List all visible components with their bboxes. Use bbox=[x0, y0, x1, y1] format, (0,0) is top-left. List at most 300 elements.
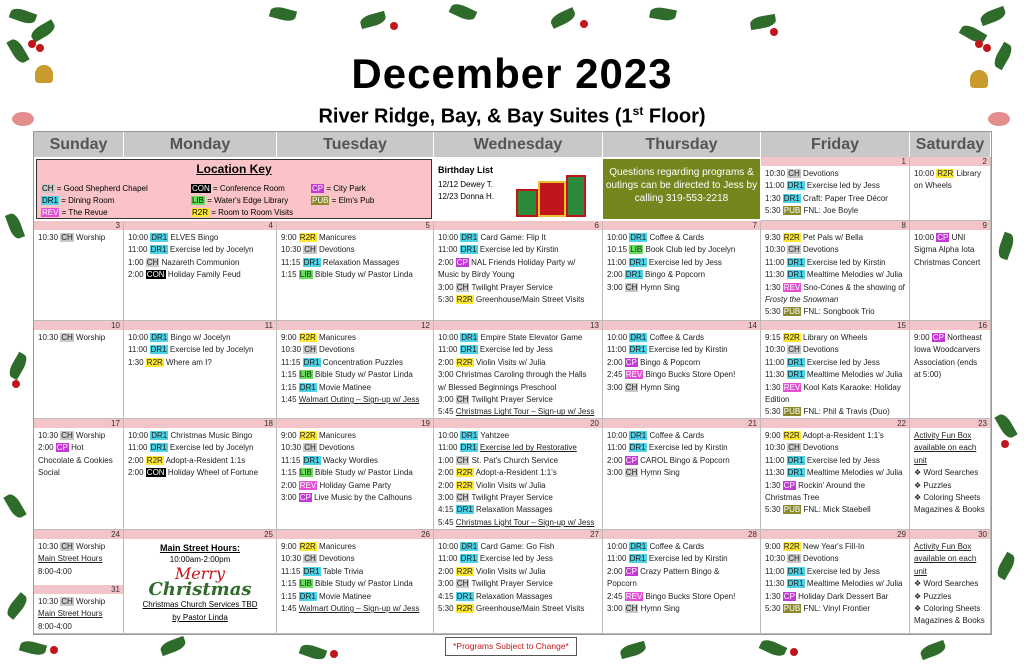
event-title: Twilight Prayer Service bbox=[471, 395, 553, 405]
location-tag: CP bbox=[312, 184, 324, 193]
event-title: Where am I? bbox=[166, 357, 212, 367]
location-tag: R2R bbox=[456, 566, 473, 576]
event-time: 1:00 bbox=[128, 257, 146, 267]
event-item bbox=[434, 257, 602, 269]
location-tag: CH bbox=[788, 345, 800, 355]
event-title: Holiday Dark Dessert Bar bbox=[798, 591, 889, 601]
event-title: Devotions bbox=[319, 245, 355, 255]
church-services-note: Christmas Church Services TBD bbox=[142, 600, 258, 609]
event-item bbox=[761, 332, 909, 344]
day-number: 26 bbox=[277, 530, 433, 539]
location-tag: DR1 bbox=[151, 233, 168, 242]
event-time: 9:00 bbox=[281, 431, 299, 440]
location-tag: CP bbox=[783, 591, 795, 601]
event-title: Exercise led by Restorative bbox=[479, 443, 577, 453]
event-title: Sno-Cones & the showing of bbox=[803, 282, 905, 292]
event-time: 3:00 bbox=[607, 468, 625, 478]
event-item bbox=[34, 232, 123, 244]
event-item bbox=[434, 517, 602, 529]
event-title: Bible Study w/ Pastor Linda bbox=[315, 468, 413, 478]
event-title: Exercise led by Kirstin bbox=[479, 245, 559, 255]
location-tag: R2R bbox=[456, 295, 473, 305]
event-time: 1:15 bbox=[281, 370, 299, 380]
event-item bbox=[761, 193, 909, 205]
location-tag: DR1 bbox=[787, 370, 804, 380]
location-tag: CH bbox=[304, 345, 316, 355]
event-item bbox=[910, 180, 990, 192]
event-item bbox=[277, 492, 433, 504]
event-title: Bible Study w/ Pastor Linda bbox=[315, 370, 413, 380]
event-time: 3:00 bbox=[607, 604, 625, 614]
event-title: Christmas Light Tour – Sign-up w/ Jess bbox=[455, 517, 595, 527]
event-time: 11:30 bbox=[765, 370, 787, 380]
location-tag: DR1 bbox=[150, 245, 167, 255]
location-tag: DR1 bbox=[629, 257, 646, 267]
day-number: 31 bbox=[34, 585, 123, 594]
event-title: Movie Matinee bbox=[319, 591, 372, 601]
location-tag: R2R bbox=[299, 542, 316, 551]
event-title: Twilight Prayer Service bbox=[471, 282, 553, 292]
location-tag: REV bbox=[625, 370, 643, 380]
event-time: 10:30 bbox=[38, 333, 61, 342]
event-item bbox=[124, 442, 276, 454]
event-item bbox=[910, 553, 990, 565]
location-tag: DR1 bbox=[42, 196, 59, 205]
event-time: 1:30 bbox=[765, 591, 783, 601]
event-item bbox=[603, 553, 760, 565]
event-title: Devotions bbox=[319, 443, 355, 453]
event-title: Exercise led by Jocelyn bbox=[169, 245, 254, 255]
location-key-item bbox=[41, 184, 148, 193]
subtitle-superscript: st bbox=[632, 104, 644, 118]
location-tag: DR1 bbox=[456, 505, 473, 515]
event-title: Holiday Game Party bbox=[319, 480, 392, 490]
location-tag: CH bbox=[61, 333, 73, 342]
event-item bbox=[761, 406, 909, 418]
location-tag: DR1 bbox=[630, 233, 647, 242]
event-title: Exercise led by Kirstin bbox=[648, 554, 728, 564]
event-title: unit bbox=[914, 566, 927, 576]
event-title: 8:00-4:00 bbox=[38, 621, 72, 631]
event-time: 5:30 bbox=[438, 604, 456, 614]
event-title: Worship bbox=[76, 333, 106, 342]
calendar-day-2 bbox=[910, 157, 991, 221]
event-title: Concentration Puzzles bbox=[322, 357, 403, 367]
event-time: 11:30 bbox=[765, 579, 787, 589]
event-title: Twilight Prayer Service bbox=[471, 579, 553, 589]
event-item bbox=[603, 467, 760, 479]
location-tag: CON bbox=[192, 184, 210, 193]
event-time: 11:00 bbox=[438, 345, 460, 355]
location-tag: DR1 bbox=[303, 455, 320, 465]
location-tag: CH bbox=[304, 245, 316, 255]
event-title: Live Music by the Calhouns bbox=[314, 493, 412, 503]
location-key-title: Location Key bbox=[196, 162, 272, 176]
event-title: Holiday Wheel of Fortune bbox=[167, 468, 259, 478]
event-item bbox=[910, 591, 990, 603]
location-key-item bbox=[311, 184, 366, 193]
event-item bbox=[434, 357, 602, 369]
day-number: 11 bbox=[124, 321, 276, 330]
holly-decoration-top-center bbox=[250, 0, 810, 45]
event-title: Magazines & Books bbox=[914, 505, 985, 515]
event-title: Hymn Sing bbox=[640, 382, 680, 392]
event-time: 11:00 bbox=[607, 554, 629, 564]
event-item bbox=[910, 455, 990, 467]
location-tag: R2R bbox=[783, 431, 800, 440]
location-tag: DR1 bbox=[787, 270, 804, 280]
event-time: 10:15 bbox=[607, 245, 630, 255]
event-title: Exercise led by Jocelyn bbox=[169, 345, 254, 355]
calendar-day-24 bbox=[34, 530, 124, 634]
event-item bbox=[603, 332, 760, 344]
calendar-day-17 bbox=[34, 419, 124, 530]
day-number: 30 bbox=[910, 530, 990, 539]
event-time: 9:00 bbox=[765, 431, 783, 440]
event-time: 4:15 bbox=[438, 505, 456, 515]
event-time: 3:00 bbox=[438, 493, 456, 503]
event-time: 1:15 bbox=[281, 579, 299, 589]
event-time: 10:30 bbox=[765, 245, 788, 255]
event-time: 11:00 bbox=[128, 245, 150, 255]
location-tag: R2R bbox=[783, 233, 800, 242]
event-item bbox=[910, 344, 990, 356]
calendar-day-16 bbox=[910, 321, 991, 419]
location-tag: DR1 bbox=[787, 566, 804, 576]
event-time: 2:00 bbox=[128, 468, 146, 478]
event-item bbox=[34, 596, 123, 608]
event-item bbox=[761, 591, 909, 603]
event-item bbox=[603, 603, 760, 615]
day-number: 29 bbox=[761, 530, 909, 539]
location-tag: REV bbox=[299, 480, 317, 490]
event-title: Christmas Light Tour – Sign-up w/ Jess bbox=[455, 407, 595, 417]
day-number: 17 bbox=[34, 419, 123, 428]
location-tag: CP bbox=[625, 357, 637, 367]
location-label: = Dining Room bbox=[59, 196, 115, 205]
event-time: 10:00 bbox=[607, 542, 630, 551]
event-title: Main Street Hours bbox=[38, 554, 103, 564]
event-time: 2:00 bbox=[607, 455, 625, 465]
calendar-day-9 bbox=[910, 221, 991, 321]
event-item bbox=[761, 294, 909, 306]
location-tag: CH bbox=[788, 554, 800, 564]
event-time: 11:00 bbox=[765, 257, 787, 267]
calendar-day-29 bbox=[761, 530, 910, 634]
calendar-day-25 bbox=[124, 530, 277, 634]
location-tag: CP bbox=[932, 333, 944, 342]
day-number: 13 bbox=[434, 321, 602, 330]
location-tag: LIB bbox=[192, 196, 205, 205]
event-item bbox=[761, 269, 909, 281]
location-label: = Water's Edge Library bbox=[205, 196, 289, 205]
event-title: Library bbox=[956, 169, 981, 178]
event-title: unit bbox=[914, 455, 927, 465]
event-item bbox=[434, 232, 602, 244]
event-item bbox=[434, 394, 602, 406]
event-title: Worship bbox=[76, 542, 106, 551]
calendar-title: December 2023 bbox=[351, 50, 673, 97]
location-tag: CH bbox=[456, 455, 469, 465]
event-item bbox=[910, 603, 990, 615]
event-title: Hymn Sing bbox=[640, 282, 680, 292]
event-title: Relaxation Massages bbox=[476, 591, 553, 601]
event-time: 3:00 bbox=[438, 282, 456, 292]
event-title: Popcorn bbox=[607, 579, 637, 589]
location-tag: LIB bbox=[299, 270, 312, 280]
location-tag: DR1 bbox=[630, 333, 647, 342]
event-item bbox=[277, 269, 433, 281]
location-tag: LIB bbox=[299, 370, 312, 380]
event-item bbox=[434, 455, 602, 467]
event-title: Empire State Elevator Game bbox=[480, 333, 583, 342]
event-title: CAROL Bingo & Popcorn bbox=[640, 455, 730, 465]
event-item bbox=[603, 244, 760, 256]
day-number: 4 bbox=[124, 221, 276, 230]
event-title: FNL: Phil & Travis (Duo) bbox=[803, 407, 890, 417]
day-number: 1 bbox=[761, 157, 909, 166]
event-item bbox=[761, 442, 909, 454]
event-time: 5:30 bbox=[438, 295, 456, 305]
event-title: available on each bbox=[914, 554, 977, 564]
event-title: on Wheels bbox=[914, 181, 952, 191]
event-item bbox=[434, 282, 602, 294]
event-title: Hymn Sing bbox=[640, 604, 680, 614]
event-title: Devotions bbox=[803, 169, 839, 178]
location-tag: REV bbox=[625, 591, 643, 601]
event-title: Violin Visits w/ Julia bbox=[476, 480, 546, 490]
event-title: Greenhouse/Main Street Visits bbox=[476, 295, 585, 305]
event-time: 1:00 bbox=[438, 455, 456, 465]
event-time: 10:30 bbox=[765, 345, 788, 355]
day-number: 12 bbox=[277, 321, 433, 330]
day-number: 16 bbox=[910, 321, 990, 330]
location-tag: PUB bbox=[783, 505, 801, 515]
event-item bbox=[277, 332, 433, 344]
event-title: Manicures bbox=[319, 431, 356, 440]
location-tag: R2R bbox=[146, 455, 163, 465]
event-item bbox=[910, 541, 990, 553]
event-item bbox=[277, 603, 433, 615]
event-item bbox=[761, 504, 909, 516]
event-title: Exercise led by Kirstin bbox=[648, 345, 728, 355]
location-tag: DR1 bbox=[629, 345, 646, 355]
location-key-item bbox=[311, 196, 374, 205]
birthday-entry: 12/12 Dewey T. bbox=[438, 180, 493, 189]
day-number: 15 bbox=[761, 321, 909, 330]
day-number: 28 bbox=[603, 530, 760, 539]
event-title: FNL: Songbook Trio bbox=[803, 307, 875, 317]
location-tag: DR1 bbox=[460, 345, 477, 355]
event-item bbox=[434, 406, 602, 418]
event-time: 3:00 bbox=[281, 493, 299, 503]
location-tag: R2R bbox=[146, 357, 163, 367]
calendar-day-15 bbox=[761, 321, 910, 419]
location-tag: CH bbox=[61, 542, 73, 551]
event-title: Kool Kats Karaoke: Holiday bbox=[803, 382, 901, 392]
event-item bbox=[910, 504, 990, 516]
event-title: Worship bbox=[76, 233, 106, 242]
event-item bbox=[603, 382, 760, 394]
event-time: 11:15 bbox=[281, 257, 303, 267]
event-title: New Year's Fill-In bbox=[803, 542, 865, 551]
event-title: 8:00-4:00 bbox=[38, 566, 72, 576]
event-item bbox=[34, 541, 123, 553]
event-title: Table Trivia bbox=[322, 566, 364, 576]
event-title: UNI bbox=[951, 233, 966, 242]
event-title: Magazines & Books bbox=[914, 616, 985, 626]
location-tag: CH bbox=[146, 257, 159, 267]
event-title: Walmart Outing – Sign-up w/ Jess bbox=[298, 395, 420, 405]
event-time: 10:30 bbox=[281, 554, 304, 564]
event-time: 3:00 bbox=[438, 395, 456, 405]
location-tag: DR1 bbox=[629, 554, 646, 564]
event-time: 1:30 bbox=[765, 382, 783, 392]
event-time: 1:15 bbox=[281, 382, 299, 392]
event-time: 11:00 bbox=[607, 443, 629, 453]
event-time: 2:00 bbox=[438, 357, 456, 367]
location-tag: CP bbox=[299, 493, 311, 503]
event-time: 10:00 bbox=[438, 233, 461, 242]
event-item bbox=[603, 257, 760, 269]
location-tag: R2R bbox=[299, 233, 316, 242]
event-title: Craft: Paper Tree Décor bbox=[803, 193, 888, 203]
event-title: Mealtime Melodies w/ Julia bbox=[806, 579, 903, 589]
event-time: 2:45 bbox=[607, 591, 625, 601]
event-time: 11:00 bbox=[438, 245, 460, 255]
event-item bbox=[34, 566, 123, 578]
day-header-monday: Monday bbox=[124, 132, 277, 157]
event-title: Northeast bbox=[947, 333, 982, 342]
event-time: 9:15 bbox=[765, 333, 783, 342]
event-time: 1:30 bbox=[765, 193, 783, 203]
event-item bbox=[434, 369, 602, 381]
event-time: 10:00 bbox=[128, 431, 151, 440]
location-tag: PUB bbox=[783, 206, 801, 216]
location-tag: CON bbox=[146, 468, 165, 478]
calendar-day-7 bbox=[603, 221, 761, 321]
event-title: Mealtime Melodies w/ Julia bbox=[806, 270, 903, 280]
location-tag: DR1 bbox=[461, 233, 478, 242]
event-time: 11:00 bbox=[128, 443, 150, 453]
event-time: 11:15 bbox=[281, 566, 303, 576]
event-item bbox=[761, 541, 909, 553]
event-item bbox=[910, 615, 990, 627]
event-title: Bingo Bucks Store Open! bbox=[645, 591, 736, 601]
event-title: Bible Study w/ Pastor Linda bbox=[315, 579, 413, 589]
location-tag: CH bbox=[456, 395, 469, 405]
event-title: Greenhouse/Main Street Visits bbox=[476, 604, 585, 614]
event-title: Bingo w/ Jocelyn bbox=[170, 333, 231, 342]
location-tag: DR1 bbox=[456, 591, 473, 601]
event-title: Music by Birdy Young bbox=[438, 270, 515, 280]
location-tag: DR1 bbox=[460, 443, 477, 453]
event-time: 2:00 bbox=[128, 455, 146, 465]
location-tag: DR1 bbox=[625, 270, 642, 280]
event-item bbox=[910, 257, 990, 269]
event-time: 2:00 bbox=[438, 468, 456, 478]
event-item bbox=[603, 357, 760, 369]
location-tag: DR1 bbox=[629, 443, 646, 453]
event-time: 10:30 bbox=[38, 431, 61, 440]
event-item bbox=[761, 344, 909, 356]
birthday-title: Birthday List bbox=[438, 165, 494, 175]
event-item bbox=[124, 257, 276, 269]
calendar-day-3 bbox=[34, 221, 124, 321]
event-time: 10:00 bbox=[128, 333, 151, 342]
event-item bbox=[434, 504, 602, 516]
day-header-wednesday: Wednesday bbox=[434, 132, 603, 157]
event-item bbox=[761, 232, 909, 244]
location-label: = Room to Room Visits bbox=[209, 208, 294, 217]
event-title: at 5:00) bbox=[914, 370, 942, 380]
calendar-day-10 bbox=[34, 321, 124, 419]
programs-subject-to-change: *Programs Subject to Change* bbox=[445, 637, 577, 656]
event-title: ❖ Puzzles bbox=[914, 591, 952, 601]
day-number: 14 bbox=[603, 321, 760, 330]
event-item bbox=[910, 442, 990, 454]
event-item bbox=[434, 382, 602, 394]
location-tag: R2R bbox=[456, 468, 473, 478]
location-tag: DR1 bbox=[150, 443, 167, 453]
location-tag: CH bbox=[61, 431, 73, 440]
event-time: 11:00 bbox=[438, 443, 460, 453]
location-tag: CH bbox=[304, 443, 316, 453]
event-item bbox=[434, 467, 602, 479]
event-time: 11:00 bbox=[438, 554, 460, 564]
event-item bbox=[277, 357, 433, 369]
holly-decoration-right bbox=[991, 200, 1024, 630]
event-item bbox=[34, 455, 123, 467]
event-title: Activity Fun Box bbox=[914, 542, 972, 551]
event-time: 2:00 bbox=[438, 257, 456, 267]
location-key bbox=[36, 159, 432, 219]
location-tag: R2R bbox=[783, 542, 800, 551]
location-tag: LIB bbox=[299, 579, 312, 589]
event-title: Manicures bbox=[319, 542, 356, 551]
location-tag: REV bbox=[783, 382, 801, 392]
location-label: = Conference Room bbox=[210, 184, 285, 193]
event-title: Walmart Outing – Sign-up w/ Jess bbox=[298, 604, 420, 614]
calendar-day-26 bbox=[277, 530, 434, 634]
event-item bbox=[277, 382, 433, 394]
event-time: 10:30 bbox=[765, 443, 788, 453]
event-item bbox=[761, 430, 909, 442]
event-title: Relaxation Massages bbox=[476, 505, 553, 515]
event-item bbox=[910, 480, 990, 492]
event-item bbox=[910, 467, 990, 479]
event-title: w/ Blessed Beginnings Preschool bbox=[438, 382, 557, 392]
event-item bbox=[910, 578, 990, 590]
location-tag: DR1 bbox=[151, 431, 168, 440]
event-title: Chocolate & Cookies bbox=[38, 455, 113, 465]
day-number: 22 bbox=[761, 419, 909, 428]
christmas-box bbox=[124, 541, 276, 622]
event-time: 9:00 bbox=[914, 333, 932, 342]
day-number: 21 bbox=[603, 419, 760, 428]
calendar-day-19 bbox=[277, 419, 434, 530]
event-title: Bingo Bucks Store Open! bbox=[645, 370, 736, 380]
event-title: ❖ Word Searches bbox=[914, 579, 979, 589]
event-item bbox=[603, 344, 760, 356]
event-time: 11:15 bbox=[281, 357, 303, 367]
event-title: Exercise led by Jocelyn bbox=[169, 443, 254, 453]
calendar-day-6 bbox=[434, 221, 603, 321]
event-item bbox=[761, 603, 909, 615]
calendar-day-22 bbox=[761, 419, 910, 530]
location-tag: DR1 bbox=[461, 542, 478, 551]
event-item bbox=[434, 480, 602, 492]
